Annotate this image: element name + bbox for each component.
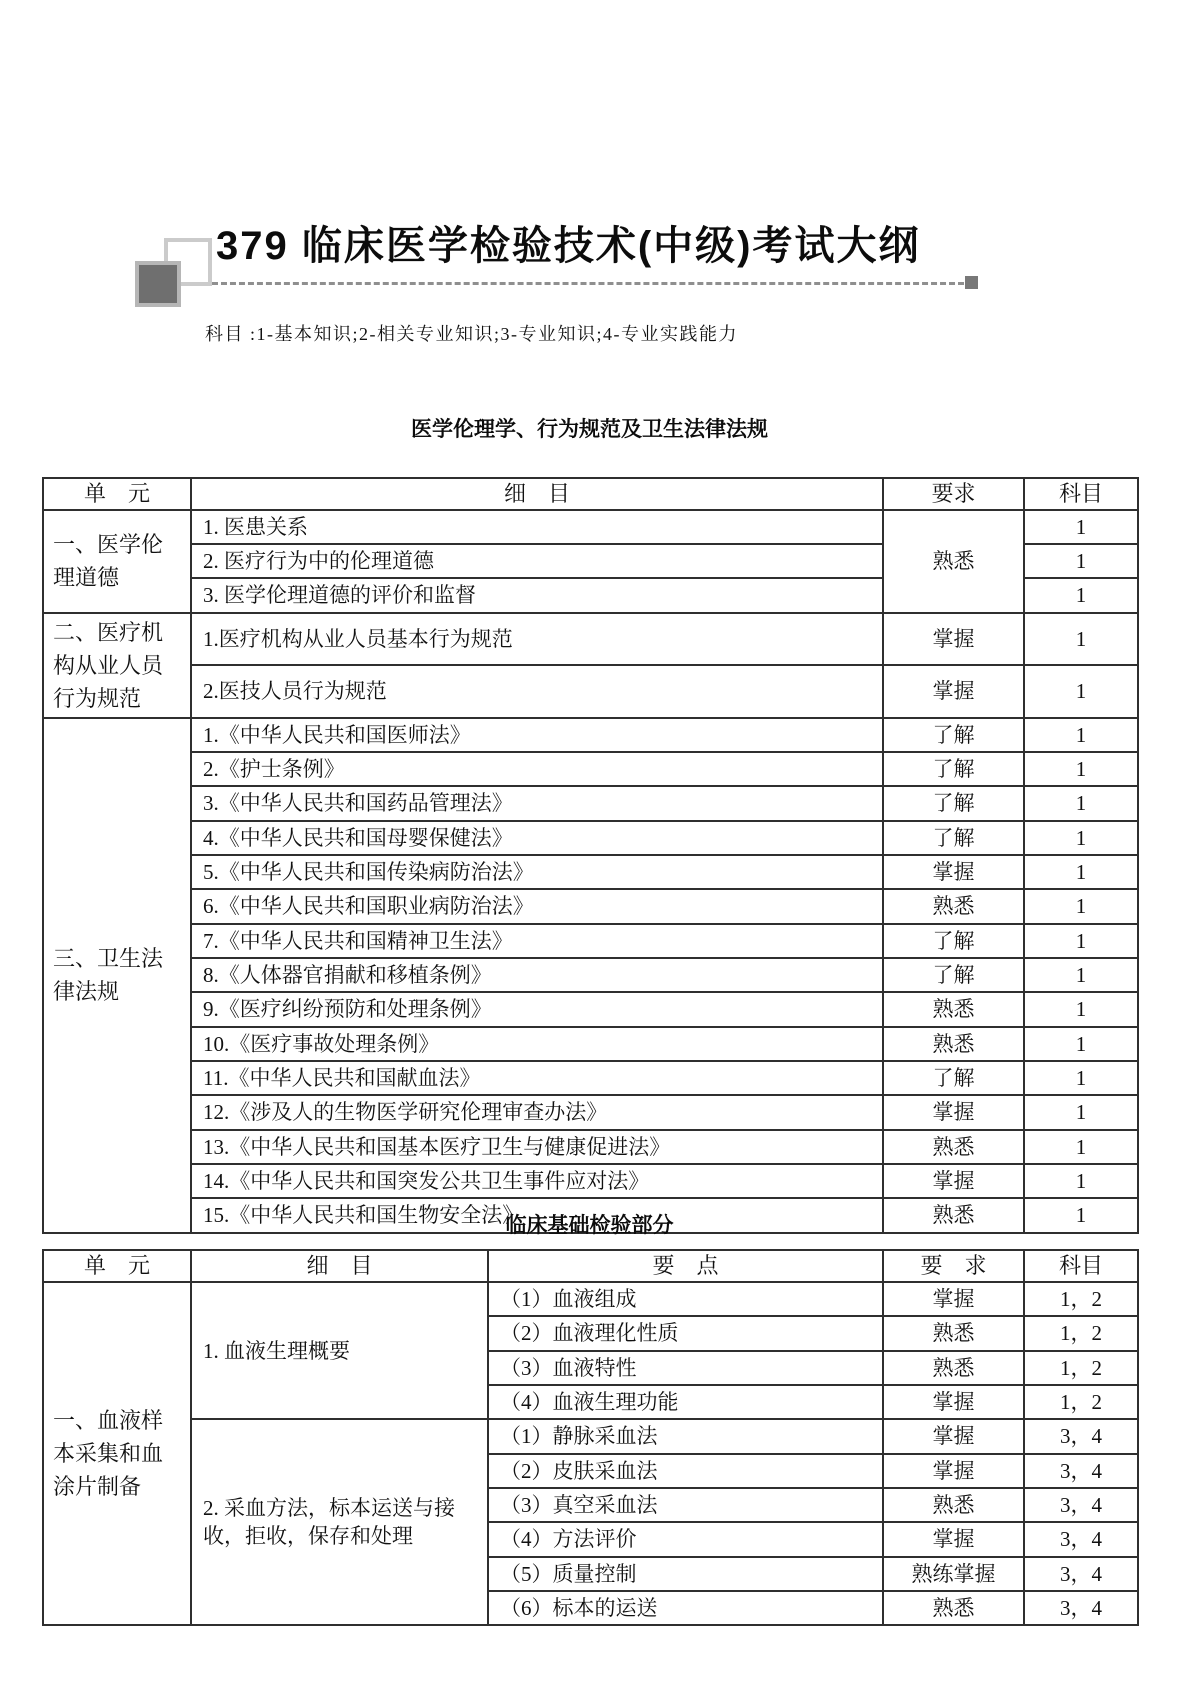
subject-cell: 1 xyxy=(1024,958,1138,992)
item-cell: 6.《中华人民共和国职业病防治法》 xyxy=(191,889,883,923)
page-subtitle: 科目 :1-基本知识;2-相关专业知识;3-专业知识;4-专业实践能力 xyxy=(205,324,738,344)
item-cell: 3.《中华人民共和国药品管理法》 xyxy=(191,786,883,820)
requirement-cell: 掌握 xyxy=(883,1522,1024,1556)
subject-cell: 1，2 xyxy=(1024,1385,1138,1419)
item-cell: 2.《护士条例》 xyxy=(191,752,883,786)
requirement-cell: 熟悉 xyxy=(883,1316,1024,1350)
col-header-item: 细 目 xyxy=(191,478,883,510)
requirement-cell: 掌握 xyxy=(883,613,1024,666)
subject-cell: 1 xyxy=(1024,924,1138,958)
table-header-row xyxy=(43,478,1138,510)
subject-cell: 1，2 xyxy=(1024,1316,1138,1350)
subject-cell: 3，4 xyxy=(1024,1522,1138,1556)
subject-cell: 3，4 xyxy=(1024,1419,1138,1453)
point-cell: （6）标本的运送 xyxy=(488,1591,883,1625)
table-row xyxy=(43,821,1138,855)
ethics-law-table xyxy=(42,477,1139,1234)
point-cell: （3）血液特性 xyxy=(488,1351,883,1385)
point-cell: （4）方法评价 xyxy=(488,1522,883,1556)
requirement-cell: 熟悉 xyxy=(883,1130,1024,1164)
subject-cell: 1 xyxy=(1024,1130,1138,1164)
item-cell: 15.《中华人民共和国生物安全法》 xyxy=(191,1198,883,1232)
table-row xyxy=(43,924,1138,958)
item-cell: 1.《中华人民共和国医师法》 xyxy=(191,718,883,752)
requirement-cell: 熟悉 xyxy=(883,510,1024,613)
unit-cell: 一、医学伦理道德 xyxy=(43,510,191,613)
clinical-basic-table xyxy=(42,1249,1139,1626)
requirement-cell: 掌握 xyxy=(883,1454,1024,1488)
item-cell: 13.《中华人民共和国基本医疗卫生与健康促进法》 xyxy=(191,1130,883,1164)
subject-cell: 1 xyxy=(1024,821,1138,855)
requirement-cell: 掌握 xyxy=(883,1282,1024,1316)
subject-cell: 1 xyxy=(1024,1027,1138,1061)
requirement-cell: 掌握 xyxy=(883,1385,1024,1419)
requirement-cell: 熟悉 xyxy=(883,889,1024,923)
item-cell: 9.《医疗纠纷预防和处理条例》 xyxy=(191,992,883,1026)
point-cell: （5）质量控制 xyxy=(488,1557,883,1591)
requirement-cell: 熟悉 xyxy=(883,1488,1024,1522)
table-row xyxy=(43,1027,1138,1061)
requirement-cell: 熟悉 xyxy=(883,1591,1024,1625)
table-row xyxy=(43,752,1138,786)
requirement-cell: 了解 xyxy=(883,958,1024,992)
table-row xyxy=(43,992,1138,1026)
deco-solid-square xyxy=(135,261,181,307)
unit-cell: 三、卫生法律法规 xyxy=(43,718,191,1233)
subject-cell: 1 xyxy=(1024,544,1138,578)
item-cell: 12.《涉及人的生物医学研究伦理审查办法》 xyxy=(191,1095,883,1129)
unit-cell: 一、血液样本采集和血涂片制备 xyxy=(43,1282,191,1625)
subject-cell: 1 xyxy=(1024,1061,1138,1095)
point-cell: （4）血液生理功能 xyxy=(488,1385,883,1419)
subject-cell: 1 xyxy=(1024,786,1138,820)
subject-cell: 1 xyxy=(1024,889,1138,923)
requirement-cell: 了解 xyxy=(883,718,1024,752)
requirement-cell: 熟悉 xyxy=(883,1351,1024,1385)
table-row xyxy=(43,1419,1138,1453)
item-cell: 8.《人体器官捐献和移植条例》 xyxy=(191,958,883,992)
subject-cell: 1 xyxy=(1024,510,1138,544)
subject-cell: 1 xyxy=(1024,1164,1138,1198)
subject-cell: 3，4 xyxy=(1024,1591,1138,1625)
subject-cell: 1，2 xyxy=(1024,1282,1138,1316)
table-row xyxy=(43,1061,1138,1095)
table-row xyxy=(43,1282,1138,1316)
table-row xyxy=(43,786,1138,820)
point-cell: （1）静脉采血法 xyxy=(488,1419,883,1453)
item-cell: 7.《中华人民共和国精神卫生法》 xyxy=(191,924,883,958)
subject-cell: 1，2 xyxy=(1024,1351,1138,1385)
subject-cell: 1 xyxy=(1024,1095,1138,1129)
rule-end-square xyxy=(965,276,978,289)
item-cell: 5.《中华人民共和国传染病防治法》 xyxy=(191,855,883,889)
point-cell: （2）血液理化性质 xyxy=(488,1316,883,1350)
item-cell: 1. 医患关系 xyxy=(191,510,883,544)
col-header-item: 细 目 xyxy=(191,1250,488,1282)
subject-cell: 1 xyxy=(1024,855,1138,889)
point-cell: （2）皮肤采血法 xyxy=(488,1454,883,1488)
requirement-cell: 熟悉 xyxy=(883,992,1024,1026)
col-header-subject: 科目 xyxy=(1024,1250,1138,1282)
col-header-subject: 科目 xyxy=(1024,478,1138,510)
item-cell: 10.《医疗事故处理条例》 xyxy=(191,1027,883,1061)
section-title-ethics-law: 医学伦理学、行为规范及卫生法律法规 xyxy=(411,418,768,441)
point-cell: （3）真空采血法 xyxy=(488,1488,883,1522)
requirement-cell: 掌握 xyxy=(883,665,1024,718)
requirement-cell: 了解 xyxy=(883,786,1024,820)
subject-cell: 1 xyxy=(1024,718,1138,752)
requirement-cell: 掌握 xyxy=(883,1164,1024,1198)
table-row xyxy=(43,718,1138,752)
table-row xyxy=(43,855,1138,889)
subject-cell: 1 xyxy=(1024,578,1138,612)
item-cell: 2. 采血方法，标本运送与接收，拒收，保存和处理 xyxy=(191,1419,488,1625)
item-cell: 1.医疗机构从业人员基本行为规范 xyxy=(191,613,883,666)
table-row xyxy=(43,1095,1138,1129)
requirement-cell: 熟悉 xyxy=(883,1027,1024,1061)
table-row xyxy=(43,958,1138,992)
subject-cell: 1 xyxy=(1024,665,1138,718)
requirement-cell: 掌握 xyxy=(883,1095,1024,1129)
requirement-cell: 熟练掌握 xyxy=(883,1557,1024,1591)
page-title: 379 临床医学检验技术(中级)考试大纲 xyxy=(216,224,921,268)
item-cell: 2. 医疗行为中的伦理道德 xyxy=(191,544,883,578)
table-row xyxy=(43,1130,1138,1164)
col-header-unit: 单 元 xyxy=(43,1250,191,1282)
col-header-point: 要 点 xyxy=(488,1250,883,1282)
col-header-requirement: 要求 xyxy=(883,478,1024,510)
subject-cell: 3，4 xyxy=(1024,1454,1138,1488)
item-cell: 1. 血液生理概要 xyxy=(191,1282,488,1419)
section-title-clinical-basic: 临床基础检验部分 xyxy=(505,1214,674,1237)
col-header-unit: 单 元 xyxy=(43,478,191,510)
item-cell: 14.《中华人民共和国突发公共卫生事件应对法》 xyxy=(191,1164,883,1198)
table-header-row xyxy=(43,1250,1138,1282)
dotted-rule xyxy=(212,282,964,285)
item-cell: 3. 医学伦理道德的评价和监督 xyxy=(191,578,883,612)
requirement-cell: 掌握 xyxy=(883,1419,1024,1453)
point-cell: （1）血液组成 xyxy=(488,1282,883,1316)
subject-cell: 3，4 xyxy=(1024,1557,1138,1591)
unit-cell: 二、医疗机构从业人员行为规范 xyxy=(43,613,191,718)
subject-cell: 1 xyxy=(1024,613,1138,666)
table-row xyxy=(43,889,1138,923)
subject-cell: 1 xyxy=(1024,992,1138,1026)
requirement-cell: 了解 xyxy=(883,821,1024,855)
item-cell: 11.《中华人民共和国献血法》 xyxy=(191,1061,883,1095)
table-row xyxy=(43,1164,1138,1198)
col-header-requirement: 要 求 xyxy=(883,1250,1024,1282)
subject-cell: 3，4 xyxy=(1024,1488,1138,1522)
table-row xyxy=(43,665,1138,718)
requirement-cell: 掌握 xyxy=(883,855,1024,889)
item-cell: 4.《中华人民共和国母婴保健法》 xyxy=(191,821,883,855)
requirement-cell: 了解 xyxy=(883,1061,1024,1095)
table-row xyxy=(43,613,1138,666)
subject-cell: 1 xyxy=(1024,752,1138,786)
requirement-cell: 了解 xyxy=(883,924,1024,958)
requirement-cell: 了解 xyxy=(883,752,1024,786)
item-cell: 2.医技人员行为规范 xyxy=(191,665,883,718)
subject-cell: 1 xyxy=(1024,1198,1138,1232)
requirement-cell: 熟悉 xyxy=(883,1198,1024,1232)
table-row xyxy=(43,510,1138,544)
